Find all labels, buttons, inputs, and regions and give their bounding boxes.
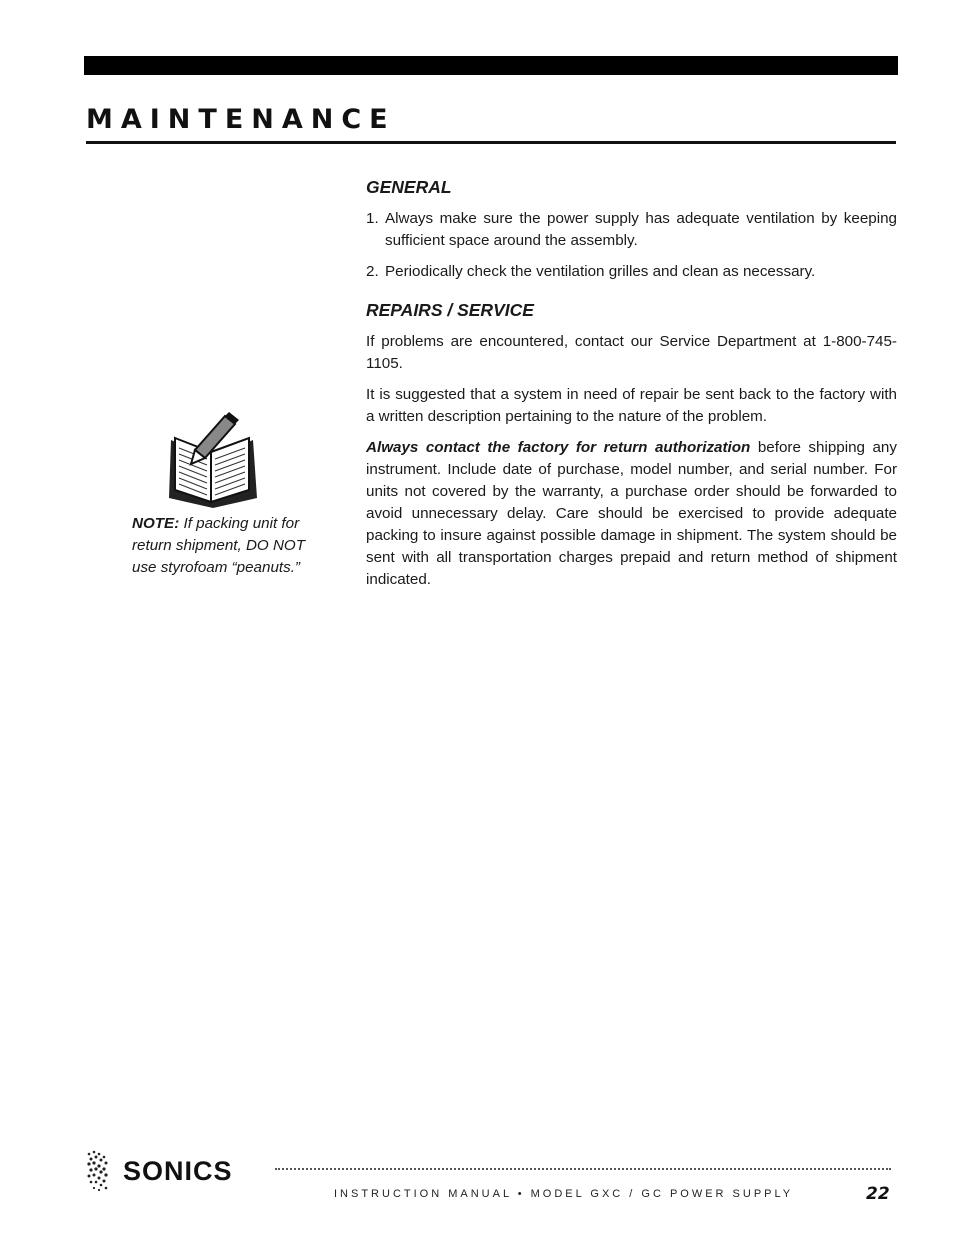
list-item bbox=[366, 261, 897, 283]
section-heading-repairs: REPAIRS / SERVICE bbox=[366, 300, 534, 320]
repairs-authorization-paragraph bbox=[366, 437, 897, 591]
logo-text: SONICS bbox=[123, 1156, 233, 1186]
authorization-emphasis: Always contact the factory for return authorization bbox=[366, 439, 751, 456]
list-item-number: 1. bbox=[366, 210, 379, 227]
footer-dotted-rule bbox=[275, 1168, 891, 1170]
section-heading-general: GENERAL bbox=[366, 177, 452, 197]
list-item-number: 2. bbox=[366, 263, 379, 280]
title-rule bbox=[86, 141, 896, 144]
repairs-contact-paragraph: If problems are encountered, contact our Service Department at 1-800-745-1105. bbox=[366, 333, 897, 372]
note-text: If packing unit for return shipment, DO NOT use styrofoam “peanuts.” bbox=[132, 515, 306, 576]
side-note bbox=[132, 513, 312, 579]
list-item-text: Periodically check the ventilation grilles and clean as necessary. bbox=[385, 263, 816, 280]
page-number: 22 bbox=[866, 1184, 890, 1204]
page-title: MAINTENANCE bbox=[86, 104, 396, 135]
repairs-suggestion-paragraph: It is suggested that a system in need of repair be sent back to the factory with a written description pertaining to the nature of the problem. bbox=[366, 386, 897, 425]
sonics-logo bbox=[85, 1148, 270, 1192]
list-item-text: Always make sure the power supply has adequate ventilation by keeping sufficient space around the assembly. bbox=[385, 210, 897, 249]
list-item bbox=[366, 208, 897, 252]
book-pencil-icon bbox=[163, 410, 263, 510]
header-bar bbox=[84, 56, 898, 75]
authorization-text: before shipping any instrument. Include date of purchase, model number, and serial number. For units not covered by the warranty, a purchase order should be forwarded to avoid unnecessary delay. Care should be exercised to provide adequate packing to insure against possible damage in shipment. The system should be sent with all transportation charges prepaid and return method of shipment indicated. bbox=[366, 439, 897, 588]
note-label: NOTE: bbox=[132, 515, 180, 532]
footer-manual-title: INSTRUCTION MANUAL • MODEL GXC / GC POWER SUPPLY bbox=[334, 1188, 794, 1200]
main-content bbox=[366, 176, 897, 600]
general-list bbox=[366, 208, 897, 283]
